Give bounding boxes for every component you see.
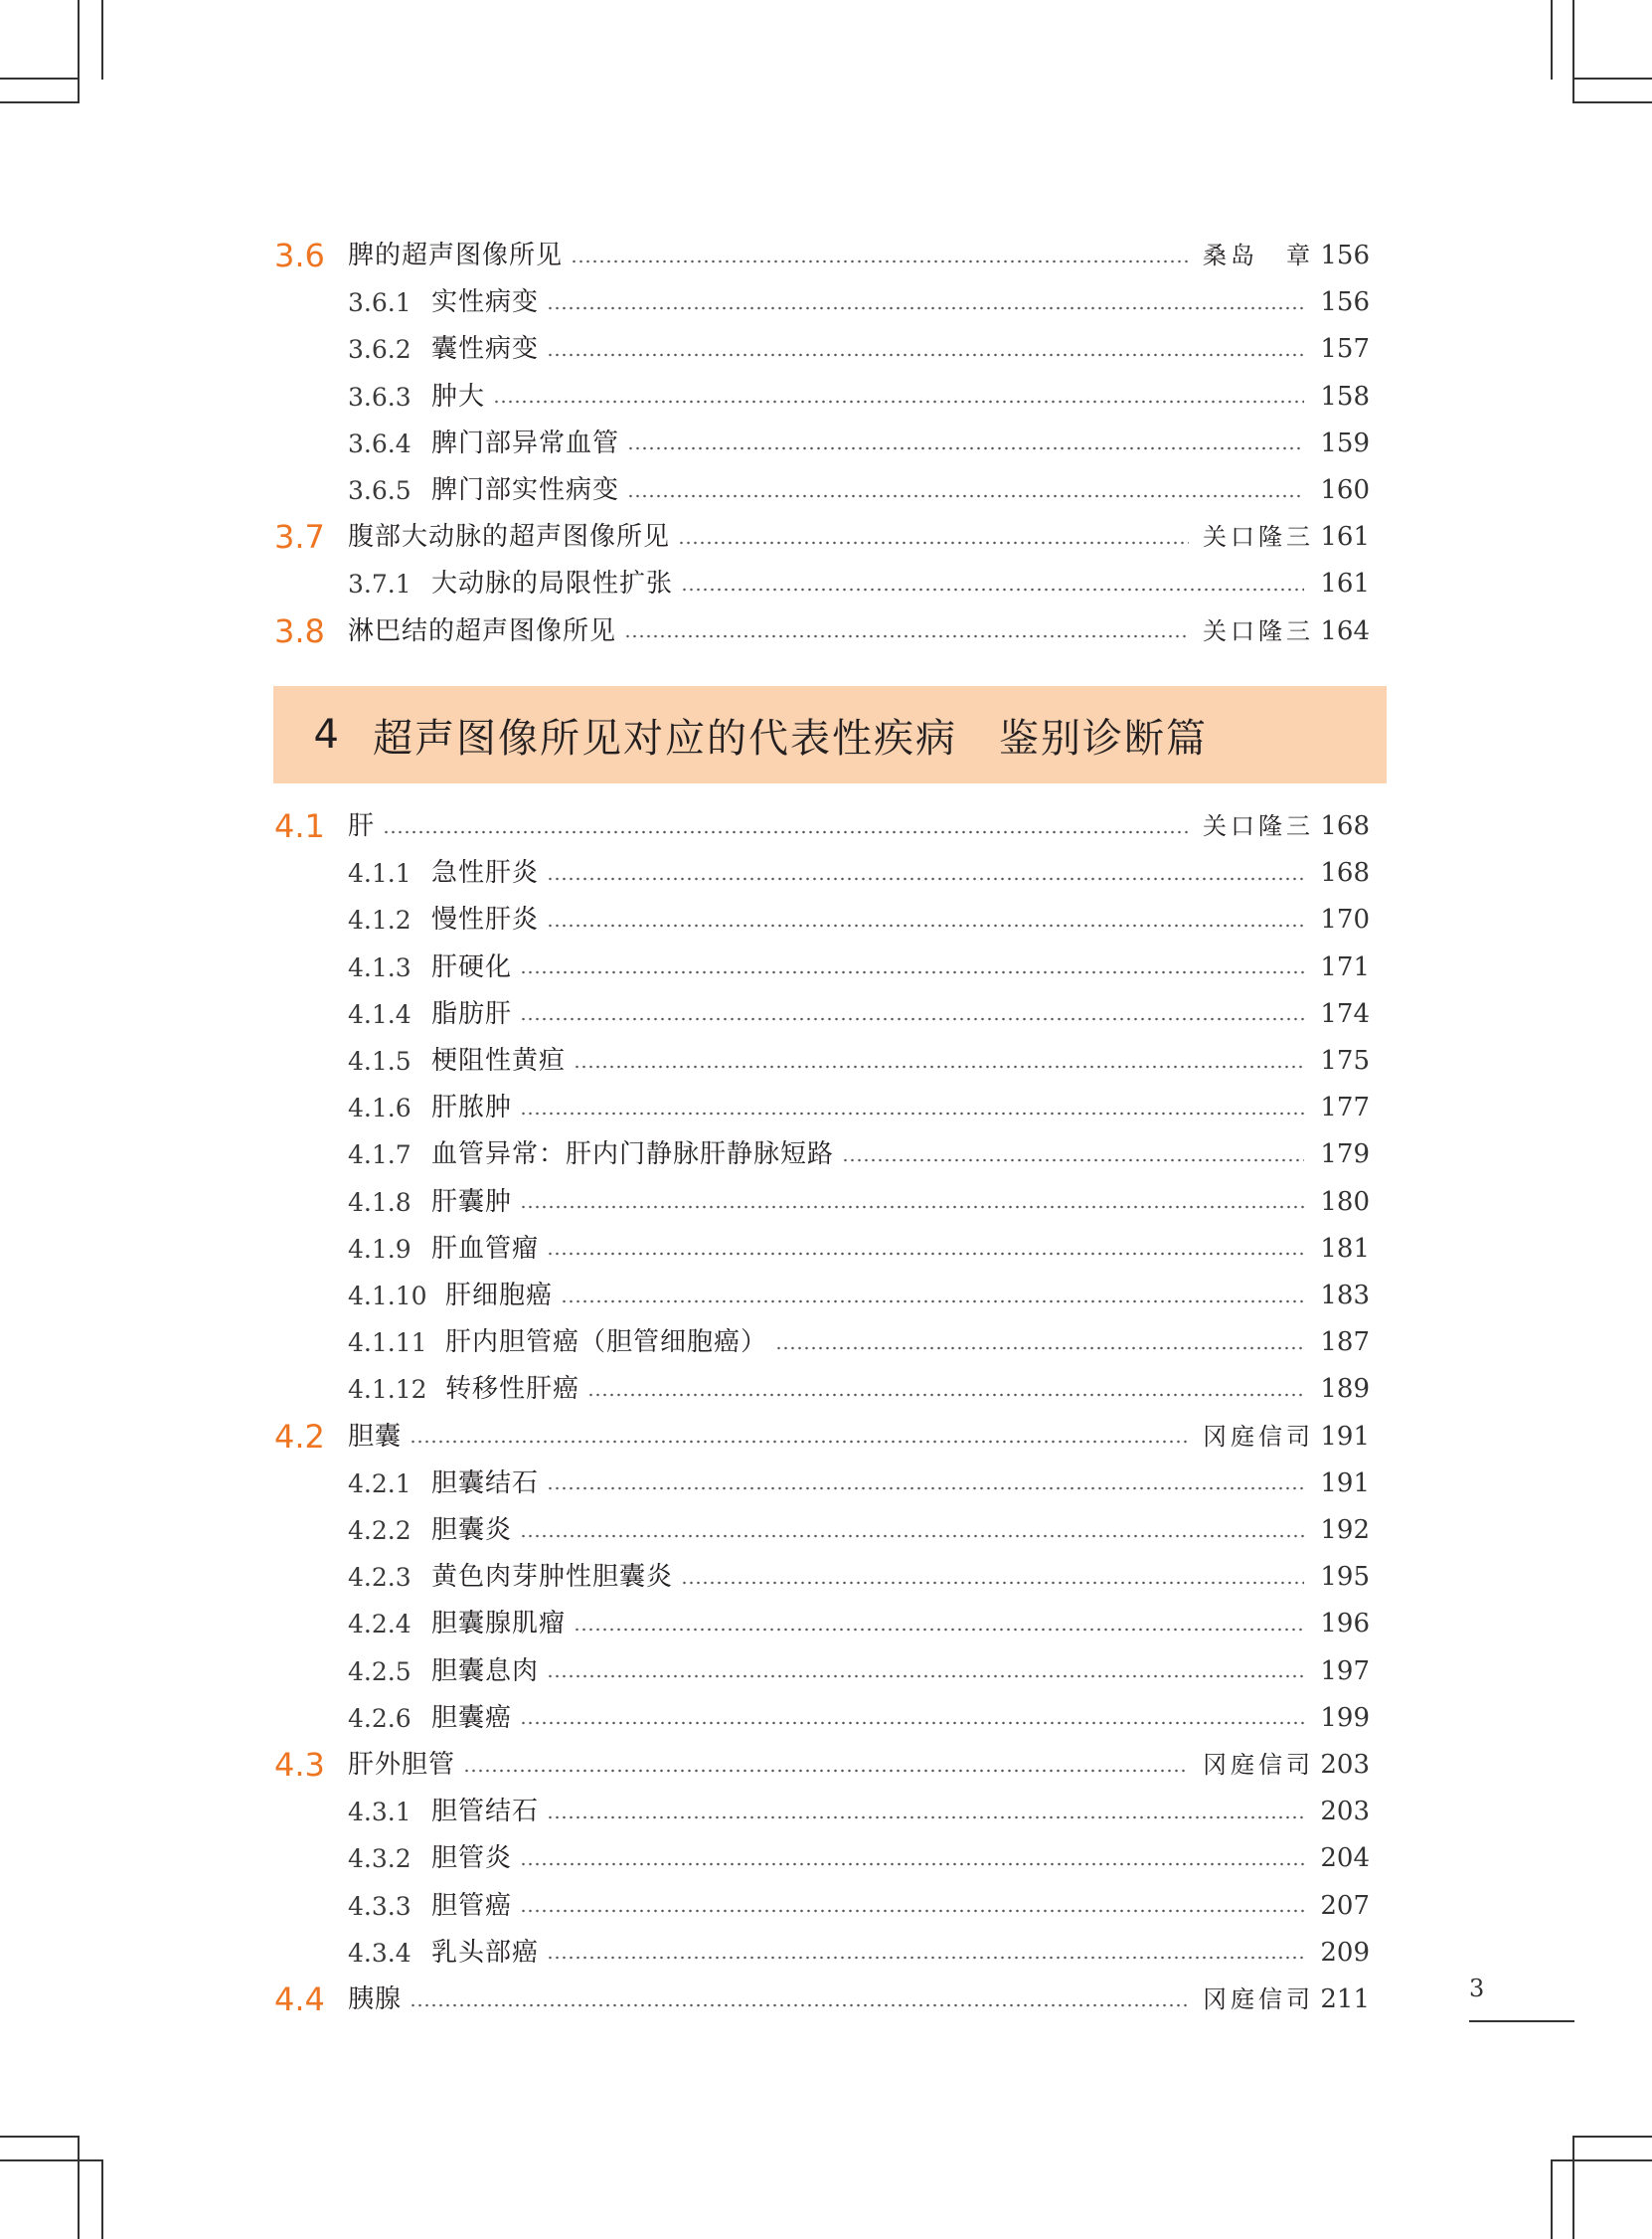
entry-title: 胆囊炎 [431, 1515, 513, 1545]
entry-number: 4.2.4 [348, 1610, 412, 1639]
entry-author: 冈庭信司 [1203, 1751, 1314, 1779]
toc-subsection-entry[interactable] [274, 1226, 1370, 1273]
toc-section-entry[interactable] [274, 608, 1370, 655]
entry-number: 4.3.2 [348, 1844, 412, 1874]
entry-page-number: 171 [1320, 951, 1370, 982]
entry-title: 脂肪肝 [431, 998, 513, 1029]
crop-mark [101, 0, 103, 80]
entry-title: 急性肝炎 [431, 858, 540, 889]
crop-mark [0, 101, 80, 103]
dot-leader [775, 1346, 1304, 1350]
entry-page-number: 159 [1320, 428, 1370, 458]
entry-title: 肝外胆管 [348, 1750, 456, 1780]
crop-mark [1551, 2159, 1652, 2161]
page-number: 3 [1469, 1975, 1485, 2002]
entry-number: 4.2.2 [348, 1516, 412, 1545]
entry-page-number: 203 [1320, 1797, 1370, 1827]
toc-subsection-entry[interactable] [274, 945, 1370, 991]
entry-page-number: 211 [1320, 1984, 1370, 2014]
entry-title: 慢性肝炎 [431, 905, 540, 936]
entry-number: 4.2 [274, 1417, 325, 1456]
crop-mark [1572, 2136, 1574, 2239]
dot-leader [520, 970, 1304, 974]
dot-leader [410, 1440, 1189, 1444]
entry-title: 胆囊癌 [431, 1702, 513, 1733]
toc-section-entry[interactable] [274, 803, 1370, 850]
entry-title: 囊性病变 [431, 334, 540, 365]
toc-section-entry[interactable] [274, 514, 1370, 561]
toc-subsection-entry[interactable] [274, 1648, 1370, 1695]
crop-mark [0, 2136, 80, 2138]
entry-page-number: 196 [1320, 1609, 1370, 1639]
toc-subsection-entry[interactable] [274, 1695, 1370, 1742]
toc-subsection-entry[interactable] [274, 374, 1370, 421]
entry-number: 3.8 [274, 611, 325, 650]
toc-subsection-entry[interactable] [274, 1461, 1370, 1507]
folio-rule [1469, 2020, 1574, 2022]
entry-number: 4.1.2 [348, 906, 412, 936]
entry-number: 4.1.5 [348, 1047, 412, 1076]
toc-subsection-entry[interactable] [274, 1319, 1370, 1366]
entry-page-number: 175 [1320, 1046, 1370, 1076]
entry-title: 肝囊肿 [431, 1186, 513, 1217]
entry-page-number: 168 [1320, 811, 1370, 841]
entry-title: 转移性肝癌 [445, 1374, 580, 1405]
entry-page-number: 192 [1320, 1515, 1370, 1545]
dot-leader [547, 1252, 1304, 1256]
entry-page-number: 197 [1320, 1655, 1370, 1686]
dot-leader [493, 400, 1304, 404]
entry-page-number: 181 [1320, 1233, 1370, 1264]
crop-mark [1551, 0, 1553, 80]
entry-title: 胆囊息肉 [431, 1655, 540, 1686]
toc-subsection-entry[interactable] [274, 1930, 1370, 1977]
crop-mark [78, 2136, 80, 2239]
entry-number: 4.1.9 [348, 1234, 412, 1264]
entry-author: 桑岛 章 [1203, 242, 1314, 269]
dot-leader [571, 259, 1189, 263]
entry-author: 关口隆三 [1203, 812, 1314, 840]
entry-number: 4.1.11 [348, 1328, 427, 1358]
entry-number: 4.1.4 [348, 999, 412, 1029]
dot-leader [410, 2003, 1189, 2007]
entry-page-number: 195 [1320, 1562, 1370, 1593]
entry-title: 肝内胆管癌（胆管细胞癌） [445, 1327, 768, 1358]
dot-leader [842, 1158, 1304, 1162]
entry-number: 3.6.3 [348, 382, 412, 412]
entry-page-number: 168 [1320, 858, 1370, 889]
entry-title: 梗阻性黄疸 [431, 1046, 567, 1076]
dot-leader [547, 1486, 1304, 1490]
crop-mark [101, 2159, 103, 2239]
dot-leader [520, 1909, 1304, 1913]
chapter-title: 超声图像所见对应的代表性疾病 鉴别诊断篇 [373, 715, 1208, 762]
entry-number: 4.4 [274, 1981, 325, 2018]
entry-page-number: 157 [1320, 334, 1370, 365]
entry-page-number: 160 [1320, 475, 1370, 505]
entry-number: 4.1.1 [348, 859, 412, 889]
entry-title: 黄色肉芽肿性胆囊炎 [431, 1562, 674, 1593]
entry-page-number: 164 [1320, 615, 1370, 646]
entry-author: 关口隆三 [1203, 616, 1314, 645]
toc-subsection-entry[interactable] [274, 1366, 1370, 1413]
toc-subsection-entry[interactable] [274, 279, 1370, 326]
entry-author: 关口隆三 [1203, 523, 1314, 552]
toc-subsection-entry[interactable] [274, 561, 1370, 607]
entry-title: 血管异常：肝内门静脉肝静脉短路 [431, 1139, 835, 1170]
toc-section-entry[interactable] [274, 1977, 1370, 2023]
entry-title: 胆管癌 [431, 1890, 513, 1921]
entry-page-number: 161 [1320, 522, 1370, 553]
entry-title: 脾的超声图像所见 [348, 241, 564, 270]
entry-title: 实性病变 [431, 287, 540, 318]
entry-number: 4.1 [274, 807, 325, 845]
entry-page-number: 177 [1320, 1093, 1370, 1123]
entry-title: 肿大 [431, 381, 486, 412]
toc-section-entry[interactable] [274, 1742, 1370, 1789]
entry-number: 4.1.7 [348, 1140, 412, 1170]
entry-number: 4.3 [274, 1746, 325, 1784]
entry-number: 4.3.3 [348, 1891, 412, 1921]
dot-leader [681, 588, 1304, 592]
entry-number: 4.2.5 [348, 1656, 412, 1686]
toc-subsection-entry[interactable] [274, 467, 1370, 514]
entry-page-number: 156 [1320, 287, 1370, 318]
entry-number: 4.3.4 [348, 1938, 412, 1968]
toc-subsection-entry[interactable] [274, 1789, 1370, 1835]
crop-mark [1572, 0, 1574, 103]
entry-page-number: 207 [1320, 1890, 1370, 1921]
entry-title: 肝硬化 [431, 951, 513, 982]
dot-leader [547, 1815, 1304, 1819]
chapter-number: 4 [313, 712, 339, 758]
entry-page-number: 189 [1320, 1374, 1370, 1405]
entry-page-number: 187 [1320, 1327, 1370, 1358]
dot-leader [547, 877, 1304, 881]
entry-title: 肝脓肿 [431, 1093, 513, 1123]
toc-subsection-entry[interactable] [274, 1883, 1370, 1930]
toc-subsection-entry[interactable] [274, 1554, 1370, 1601]
entry-number: 4.2.1 [348, 1468, 412, 1498]
entry-page-number: 170 [1320, 905, 1370, 936]
dot-leader [624, 634, 1189, 638]
toc-subsection-entry[interactable] [274, 1131, 1370, 1178]
entry-title: 腹部大动脉的超声图像所见 [348, 522, 671, 553]
entry-title: 胰腺 [348, 1984, 403, 2014]
toc-subsection-entry[interactable] [274, 1601, 1370, 1647]
entry-title: 肝 [348, 811, 376, 841]
entry-page-number: 191 [1320, 1467, 1370, 1498]
entry-page-number: 199 [1320, 1702, 1370, 1733]
toc-subsection-entry[interactable] [274, 897, 1370, 944]
crop-mark [1572, 101, 1652, 103]
entry-title: 胆管结石 [431, 1797, 540, 1827]
toc-subsection-entry[interactable] [274, 1085, 1370, 1131]
dot-leader [520, 1017, 1304, 1021]
crop-mark [78, 0, 80, 103]
entry-number: 4.1.6 [348, 1094, 412, 1123]
crop-mark [0, 78, 80, 80]
entry-number: 4.1.10 [348, 1282, 427, 1310]
entry-author: 冈庭信司 [1203, 1422, 1314, 1451]
crop-mark [1551, 2159, 1553, 2239]
entry-title: 胆管炎 [431, 1843, 513, 1874]
entry-page-number: 209 [1320, 1937, 1370, 1968]
entry-page-number: 183 [1320, 1281, 1370, 1310]
entry-author: 冈庭信司 [1203, 1985, 1314, 2013]
entry-title: 乳头部癌 [431, 1937, 540, 1968]
dot-leader [520, 1862, 1304, 1866]
entry-page-number: 203 [1320, 1750, 1370, 1780]
dot-leader [547, 1956, 1304, 1960]
dot-leader [561, 1299, 1304, 1303]
entry-number: 3.6.2 [348, 335, 412, 365]
entry-number: 3.7.1 [348, 570, 412, 600]
entry-number: 4.2.6 [348, 1703, 412, 1733]
entry-number: 4.1.12 [348, 1375, 427, 1405]
entry-title: 脾门部实性病变 [431, 475, 620, 505]
dot-leader [383, 830, 1189, 834]
dot-leader [547, 306, 1304, 310]
entry-page-number: 156 [1320, 241, 1370, 270]
entry-page-number: 204 [1320, 1843, 1370, 1874]
dot-leader [520, 1112, 1304, 1116]
toc-subsection-entry[interactable] [274, 1273, 1370, 1319]
toc-subsection-entry[interactable] [274, 421, 1370, 467]
dot-leader [574, 1065, 1304, 1069]
dot-leader [547, 353, 1304, 357]
toc-subsection-entry[interactable] [274, 1179, 1370, 1226]
crop-mark [0, 2159, 103, 2161]
entry-title: 肝血管瘤 [431, 1233, 540, 1264]
toc-subsection-entry[interactable] [274, 1835, 1370, 1882]
crop-mark [1572, 2136, 1652, 2138]
toc-section-entry[interactable] [274, 233, 1370, 279]
dot-leader [463, 1769, 1189, 1773]
entry-page-number: 179 [1320, 1139, 1370, 1170]
entry-number: 3.6.5 [348, 476, 412, 505]
dot-leader [547, 1674, 1304, 1678]
entry-page-number: 191 [1320, 1421, 1370, 1452]
entry-number: 4.2.3 [348, 1563, 412, 1593]
toc-section-entry[interactable] [274, 1414, 1370, 1461]
entry-number: 3.7 [274, 518, 325, 557]
dot-leader [627, 446, 1304, 450]
entry-number: 3.6 [274, 237, 325, 274]
entry-page-number: 180 [1320, 1186, 1370, 1217]
dot-leader [627, 494, 1304, 498]
dot-leader [520, 1205, 1304, 1209]
entry-number: 3.6.4 [348, 429, 412, 458]
dot-leader [681, 1581, 1304, 1585]
dot-leader [587, 1393, 1304, 1397]
chapter-heading [273, 686, 1387, 783]
toc-subsection-entry[interactable] [274, 1507, 1370, 1554]
entry-page-number: 174 [1320, 998, 1370, 1029]
crop-mark [1572, 78, 1652, 80]
dot-leader [547, 924, 1304, 928]
entry-title: 肝细胞癌 [445, 1281, 554, 1310]
entry-number: 4.1.3 [348, 952, 412, 982]
entry-title: 胆囊结石 [431, 1467, 540, 1498]
entry-page-number: 158 [1320, 381, 1370, 412]
dot-leader [574, 1628, 1304, 1632]
entry-title: 脾门部异常血管 [431, 428, 620, 458]
toc-subsection-entry[interactable] [274, 991, 1370, 1038]
entry-number: 3.6.1 [348, 288, 412, 318]
entry-title: 淋巴结的超声图像所见 [348, 615, 617, 646]
toc-subsection-entry[interactable] [274, 850, 1370, 897]
entry-title: 大动脉的局限性扩张 [431, 569, 674, 600]
entry-page-number: 161 [1320, 569, 1370, 600]
entry-number: 4.1.8 [348, 1187, 412, 1217]
dot-leader [520, 1534, 1304, 1538]
dot-leader [520, 1721, 1304, 1725]
entry-title: 胆囊腺肌瘤 [431, 1609, 567, 1639]
toc-subsection-entry[interactable] [274, 1038, 1370, 1085]
dot-leader [678, 541, 1189, 545]
entry-number: 4.3.1 [348, 1798, 412, 1827]
entry-title: 胆囊 [348, 1421, 403, 1452]
toc-subsection-entry[interactable] [274, 326, 1370, 373]
